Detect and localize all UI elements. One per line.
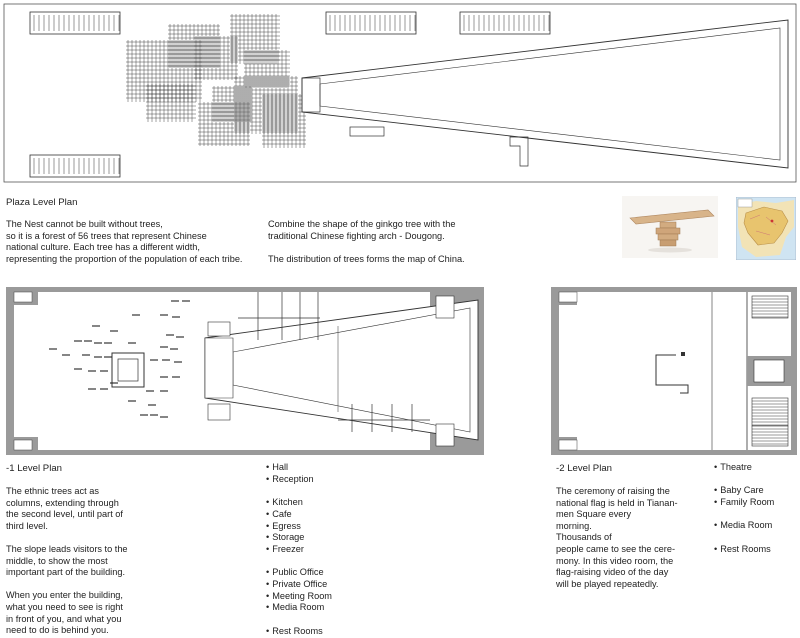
room-list-item: • Meeting Room bbox=[266, 591, 332, 603]
room-list-item: • Egress bbox=[266, 521, 332, 533]
plaza-ramp-wedge bbox=[302, 20, 788, 168]
plaza-bench-top-mid bbox=[326, 12, 416, 34]
level-minus2-room-list bbox=[714, 462, 774, 556]
level-minus1-title: -1 Level Plan bbox=[6, 463, 62, 474]
level-minus1-room-list bbox=[266, 462, 332, 638]
model-photo-icon bbox=[622, 196, 718, 258]
level-minus2-title: -2 Level Plan bbox=[556, 463, 612, 474]
room-list-item: • Family Room bbox=[714, 497, 774, 509]
plaza-description-right: Combine the shape of the ginkgo tree with the traditional Chinese fighting arch - Dougong. The distribution of trees forms the map of China. bbox=[268, 219, 465, 264]
room-list-item: • Public Office bbox=[266, 567, 332, 579]
room-list-item: • Media Room bbox=[266, 602, 332, 614]
room-list-item: • Baby Care bbox=[714, 485, 774, 497]
room-list-item: • Kitchen bbox=[266, 497, 332, 509]
room-list-item: • Rest Rooms bbox=[714, 544, 774, 556]
room-list-item: • Reception bbox=[266, 474, 332, 486]
plaza-bench-top-right bbox=[460, 12, 550, 34]
room-list-item: • Freezer bbox=[266, 544, 332, 556]
room-list-item: • Hall bbox=[266, 462, 332, 474]
room-list-item: • Private Office bbox=[266, 579, 332, 591]
plaza-title: Plaza Level Plan bbox=[6, 197, 78, 208]
tree-forest-grid bbox=[126, 14, 306, 148]
room-list-item: • Storage bbox=[266, 532, 332, 544]
level-minus2-plan bbox=[551, 287, 797, 455]
plaza-bench-top-left bbox=[30, 12, 120, 34]
room-list-item: • Cafe bbox=[266, 509, 332, 521]
china-map-icon bbox=[736, 197, 796, 260]
room-list-item: • Media Room bbox=[714, 520, 774, 532]
room-list-item: • Rest Rooms bbox=[266, 626, 332, 638]
room-list-item: • Theatre bbox=[714, 462, 774, 474]
level-minus1-description: The ethnic trees act as columns, extending through the second level, until part of third level. The slope leads visitors to the middle, to show the most important part of the building. When you enter the building, what you need to see is right in front of you, and what you need to do is behind you. bbox=[6, 486, 128, 636]
level-minus2-description: The ceremony of raising the national flag is held in Tianan- men Square every morning. Thousands of people came to see the cere- mony. In this video room, the flag-raising video of the day will be played repeatedly. bbox=[556, 486, 678, 589]
level-minus1-plan bbox=[6, 287, 484, 455]
plaza-description-left: The Nest cannot be built without trees, so it is a forest of 56 trees that represent Chinese national culture. Each tree has a different width, representing the proportion of the population of each tribe. bbox=[6, 219, 243, 264]
plaza-stair-entry bbox=[510, 137, 528, 166]
plaza-bench-bottom-left bbox=[30, 155, 120, 177]
plaza-kiosk bbox=[350, 127, 384, 136]
